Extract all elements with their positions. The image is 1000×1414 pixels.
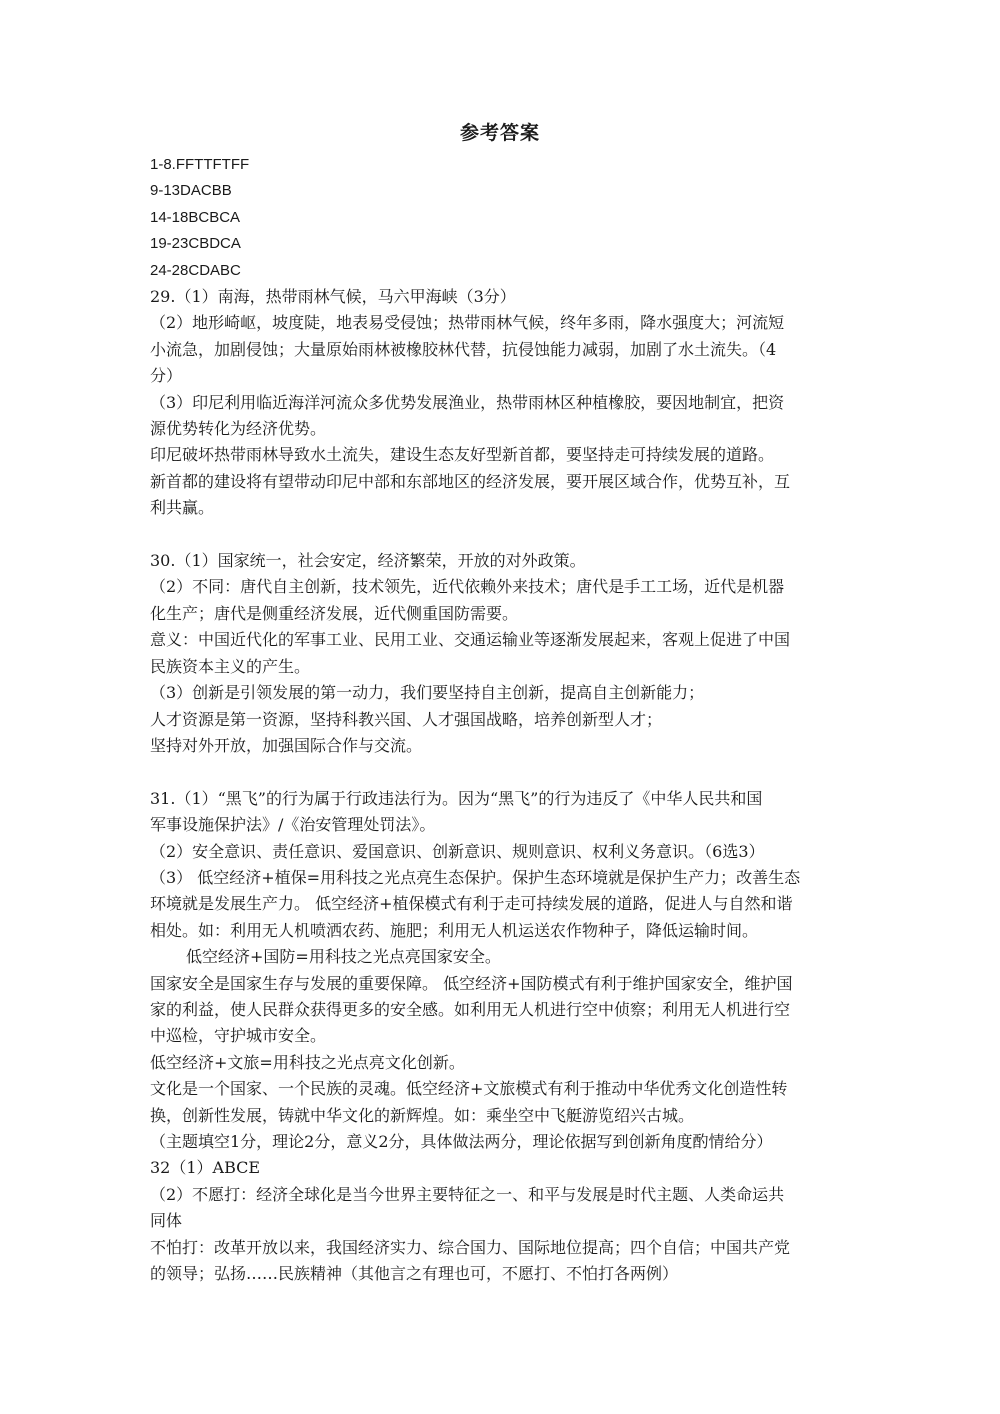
answer-line: 家的利益，使人民群众获得更多的安全感。如利用无人机进行空中侦察；利用无人机进行空 <box>150 999 791 1019</box>
answer-line: （3）创新是引领发展的第一动力，我们要坚持自主创新，提高自主创新能力； <box>150 683 705 703</box>
answer-line: 的领导；弘扬……民族精神（其他言之有理也可，不愿打、不怕打各两例） <box>150 1264 679 1284</box>
answer-line: 新首都的建设将有望带动印尼中部和东部地区的经济发展，要开展区域合作，优势互补，互 <box>150 471 791 491</box>
answer-line: （2）安全意识、责任意识、爱国意识、创新意识、规则意识、权利义务意识。（6选3） <box>150 841 765 861</box>
answer-line: （3） 低空经济+植保=用科技之光点亮生态保护。保护生态环境就是保护生产力；改善生态 <box>150 867 801 887</box>
answer-line: （2）不同：唐代自主创新，技术领先，近代依赖外来技术；唐代是手工工场，近代是机器 <box>150 577 785 597</box>
answer-line: （3）印尼利用临近海洋河流众多优势发展渔业，热带雨林区种植橡胶，要因地制宜，把资 <box>150 392 785 412</box>
page-title: 参考答案 <box>459 122 540 144</box>
answer-line: 9-13DACBB <box>150 182 232 200</box>
answer-line: 换，创新性发展，铸就中华文化的新辉煌。如：乘坐空中飞艇游览绍兴古城。 <box>150 1105 695 1125</box>
answer-line: 19-23CBDCA <box>150 235 241 253</box>
answer-line: 同体 <box>150 1211 183 1231</box>
answer-line: 小流急，加剧侵蚀；大量原始雨林被橡胶林代替，抗侵蚀能力减弱，加剧了水土流失。（4 <box>150 339 777 359</box>
answer-line: 环境就是发展生产力。 低空经济+植保模式有利于走可持续发展的道路，促进人与自然和谐 <box>150 894 793 914</box>
answer-line: 民族资本主义的产生。 <box>150 656 311 676</box>
answer-line: 文化是一个国家、一个民族的灵魂。低空经济+文旅模式有利于推动中华优秀文化创造性转 <box>150 1079 788 1099</box>
answer-line: 31.（1）“黑飞”的行为属于行政违法行为。因为“黑飞”的行为违反了《中华人民共和国 <box>150 788 763 808</box>
answer-line: （2）地形崎岖，坡度陡，地表易受侵蚀；热带雨林气候，终年多雨，降水强度大；河流短 <box>150 313 785 333</box>
answer-line: 军事设施保护法》/《治安管理处罚法》。 <box>150 815 436 835</box>
answer-line: 30.（1）国家统一，社会安定，经济繁荣，开放的对外政策。 <box>150 551 586 571</box>
answer-line: 中巡检，守护城市安全。 <box>150 1026 327 1046</box>
answer-line: 人才资源是第一资源，坚持科教兴国、人才强国战略，培养创新型人才； <box>150 709 663 729</box>
answer-line: 32（1）ABCE <box>150 1158 261 1178</box>
answer-line: 分） <box>150 366 183 386</box>
answer-line: 不怕打：改革开放以来，我国经济实力、综合国力、国际地位提高；四个自信；中国共产党 <box>150 1237 791 1257</box>
answer-key-page <box>150 118 850 1287</box>
answer-line: 印尼破坏热带雨林导致水土流失，建设生态友好型新首都，要坚持走可持续发展的道路。 <box>150 445 775 465</box>
answer-line: 低空经济+文旅=用科技之光点亮文化创新。 <box>150 1052 465 1072</box>
answer-line: 相处。如：利用无人机喷洒农药、施肥；利用无人机运送农作物种子，降低运输时间。 <box>150 920 759 940</box>
answer-line: （主题填空1分，理论2分，意义2分，具体做法两分，理论依据写到创新角度酌情给分） <box>150 1132 773 1151</box>
answer-line: 29.（1）南海，热带雨林气候，马六甲海峡（3分） <box>150 287 516 307</box>
answer-line: 1-8.FFTTFTFF <box>150 156 250 173</box>
answer-line: 意义：中国近代化的军事工业、民用工业、交通运输业等逐渐发展起来，客观上促进了中国 <box>150 630 791 650</box>
answer-line: （2）不愿打：经济全球化是当今世界主要特征之一、和平与发展是时代主题、人类命运共 <box>150 1184 785 1204</box>
blank-line <box>150 522 850 548</box>
answer-line: 14-18BCBCA <box>150 208 241 226</box>
answer-line: 利共赢。 <box>150 498 215 518</box>
answer-line: 低空经济+国防=用科技之光点亮国家安全。 <box>186 947 501 967</box>
answer-line: 24-28CDABC <box>150 261 241 279</box>
answer-line: 坚持对外开放，加强国际合作与交流。 <box>150 735 423 755</box>
answer-line: 源优势转化为经济优势。 <box>150 419 327 439</box>
answer-line: 化生产；唐代是侧重经济发展，近代侧重国防需要。 <box>150 603 519 623</box>
blank-line <box>150 759 850 785</box>
answer-line: 国家安全是国家生存与发展的重要保障。 低空经济+国防模式有利于维护国家安全，维护国 <box>150 973 793 993</box>
